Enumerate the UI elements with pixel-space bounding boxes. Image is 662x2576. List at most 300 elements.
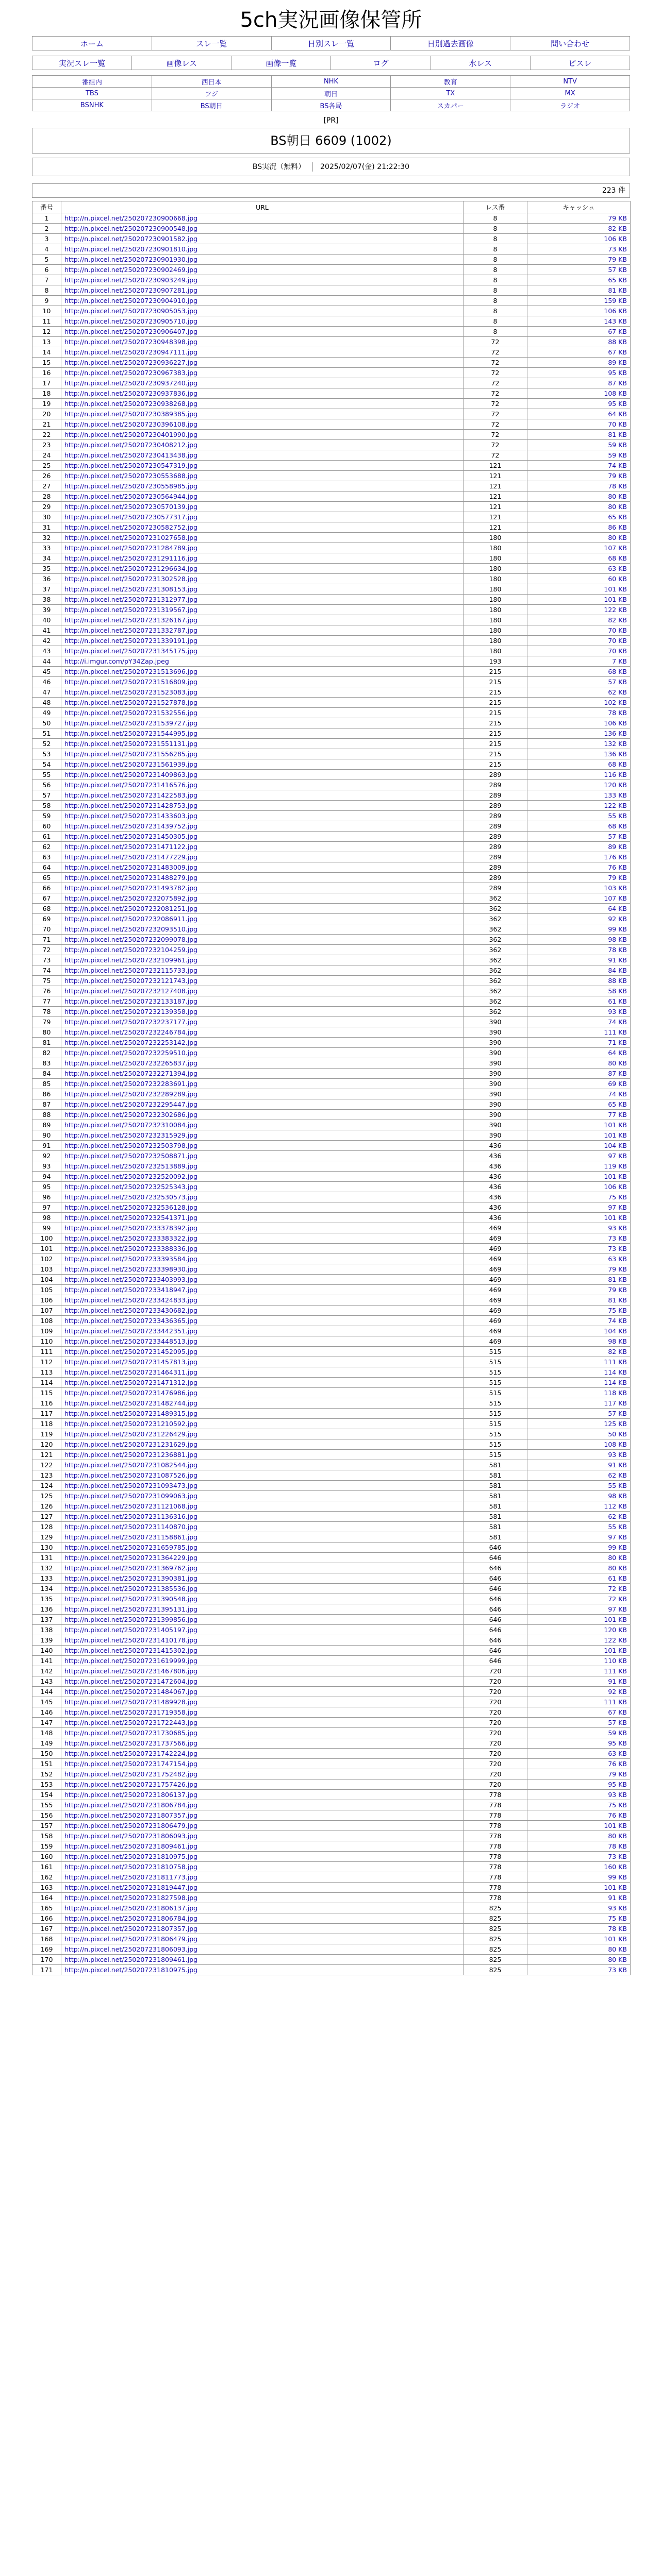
- nav-log[interactable]: [331, 56, 431, 70]
- channel-item[interactable]: [32, 99, 152, 111]
- cache-size-link[interactable]: 80 KB: [608, 503, 627, 511]
- cache-size-link[interactable]: 80 KB: [608, 493, 627, 500]
- cache-size-link[interactable]: 75 KB: [608, 1801, 627, 1809]
- channel-link[interactable]: ラジオ: [560, 102, 581, 110]
- image-url-link[interactable]: http://n.pixcel.net/250207231326167.jpg: [64, 616, 198, 624]
- cache-size-link[interactable]: 116 KB: [604, 771, 627, 778]
- cache-size-link[interactable]: 80 KB: [608, 1059, 627, 1067]
- cache-size-link[interactable]: 143 KB: [604, 317, 627, 325]
- image-url-link[interactable]: http://n.pixcel.net/250207231493782.jpg: [64, 884, 198, 892]
- cache-size-link[interactable]: 64 KB: [608, 1049, 627, 1057]
- image-url-link[interactable]: http://n.pixcel.net/250207230937836.jpg: [64, 389, 198, 397]
- cache-size-link[interactable]: 73 KB: [608, 1966, 627, 1974]
- cache-size-link[interactable]: 114 KB: [604, 1379, 627, 1386]
- cache-size-link[interactable]: 104 KB: [604, 1327, 627, 1335]
- cache-size-link[interactable]: 67 KB: [608, 1708, 627, 1716]
- cache-size-link[interactable]: 67 KB: [608, 348, 627, 356]
- cache-size-link[interactable]: 93 KB: [608, 1451, 627, 1459]
- image-url-link[interactable]: http://n.pixcel.net/250207231422583.jpg: [64, 791, 198, 799]
- channel-item[interactable]: [391, 88, 510, 99]
- image-url-link[interactable]: http://n.pixcel.net/250207232310084.jpg: [64, 1121, 198, 1129]
- channel-link[interactable]: 教育: [443, 78, 457, 87]
- image-url-link[interactable]: http://n.pixcel.net/250207230903249.jpg: [64, 276, 198, 284]
- image-url-link[interactable]: http://n.pixcel.net/250207231472604.jpg: [64, 1677, 198, 1685]
- cache-size-link[interactable]: 122 KB: [604, 606, 627, 614]
- image-url-link[interactable]: http://n.pixcel.net/250207230582752.jpg: [64, 523, 198, 531]
- cache-size-link[interactable]: 75 KB: [608, 1193, 627, 1201]
- image-url-link[interactable]: http://n.pixcel.net/250207231450305.jpg: [64, 833, 198, 840]
- cache-size-link[interactable]: 112 KB: [604, 1502, 627, 1510]
- nav-pisu-link[interactable]: ピスレ: [568, 58, 592, 68]
- cache-size-link[interactable]: 101 KB: [604, 596, 627, 603]
- cache-size-link[interactable]: 88 KB: [608, 338, 627, 346]
- cache-size-link[interactable]: 122 KB: [604, 1636, 627, 1644]
- cache-size-link[interactable]: 63 KB: [608, 1750, 627, 1757]
- cache-size-link[interactable]: 114 KB: [604, 1368, 627, 1376]
- cache-size-link[interactable]: 118 KB: [604, 1389, 627, 1397]
- cache-size-link[interactable]: 111 KB: [604, 1667, 627, 1675]
- cache-size-link[interactable]: 69 KB: [608, 1080, 627, 1088]
- cache-size-link[interactable]: 70 KB: [608, 647, 627, 655]
- cache-size-link[interactable]: 88 KB: [608, 977, 627, 985]
- image-url-link[interactable]: http://n.pixcel.net/250207232265837.jpg: [64, 1059, 198, 1067]
- image-url-link[interactable]: http://n.pixcel.net/250207232315929.jpg: [64, 1131, 198, 1139]
- image-url-link[interactable]: http://n.pixcel.net/250207231027658.jpg: [64, 534, 198, 541]
- cache-size-link[interactable]: 87 KB: [608, 379, 627, 387]
- cache-size-link[interactable]: 76 KB: [608, 863, 627, 871]
- image-url-link[interactable]: http://n.pixcel.net/250207230570139.jpg: [64, 503, 198, 511]
- cache-size-link[interactable]: 99 KB: [608, 1873, 627, 1881]
- cache-size-link[interactable]: 79 KB: [608, 874, 627, 882]
- image-url-link[interactable]: http://n.pixcel.net/250207230558985.jpg: [64, 482, 198, 490]
- cache-size-link[interactable]: 81 KB: [608, 1296, 627, 1304]
- cache-size-link[interactable]: 68 KB: [608, 760, 627, 768]
- cache-size-link[interactable]: 82 KB: [608, 616, 627, 624]
- cache-size-link[interactable]: 68 KB: [608, 554, 627, 562]
- image-url-link[interactable]: http://n.pixcel.net/250207232099078.jpg: [64, 936, 198, 943]
- cache-size-link[interactable]: 106 KB: [604, 1183, 627, 1191]
- channel-item[interactable]: [152, 99, 271, 111]
- image-url-link[interactable]: http://n.pixcel.net/250207231210592.jpg: [64, 1420, 198, 1428]
- channel-link[interactable]: MX: [565, 89, 575, 97]
- cache-size-link[interactable]: 59 KB: [608, 451, 627, 459]
- cache-size-link[interactable]: 62 KB: [608, 1513, 627, 1520]
- cache-size-link[interactable]: 62 KB: [608, 688, 627, 696]
- image-url-link[interactable]: http://n.pixcel.net/250207231140870.jpg: [64, 1523, 198, 1531]
- cache-size-link[interactable]: 64 KB: [608, 905, 627, 912]
- image-url-link[interactable]: http://n.pixcel.net/250207231121068.jpg: [64, 1502, 198, 1510]
- image-url-link[interactable]: http://n.pixcel.net/250207231807357.jpg: [64, 1811, 198, 1819]
- cache-size-link[interactable]: 60 KB: [608, 575, 627, 583]
- cache-size-link[interactable]: 75 KB: [608, 1307, 627, 1314]
- nav-image-list-link[interactable]: 画像一覧: [266, 58, 297, 68]
- cache-size-link[interactable]: 57 KB: [608, 266, 627, 274]
- cache-size-link[interactable]: 65 KB: [608, 276, 627, 284]
- cache-size-link[interactable]: 95 KB: [608, 1739, 627, 1747]
- image-url-link[interactable]: http://n.pixcel.net/250207232115733.jpg: [64, 967, 198, 974]
- cache-size-link[interactable]: 99 KB: [608, 1544, 627, 1551]
- cache-size-link[interactable]: 68 KB: [608, 822, 627, 830]
- nav-daily-images-link[interactable]: 日別過去画像: [427, 39, 474, 48]
- channel-link[interactable]: BSNHK: [80, 101, 104, 109]
- cache-size-link[interactable]: 107 KB: [604, 894, 627, 902]
- channel-item[interactable]: [510, 88, 630, 99]
- cache-size-link[interactable]: 111 KB: [604, 1698, 627, 1706]
- image-url-link[interactable]: http://n.pixcel.net/250207230948398.jpg: [64, 338, 198, 346]
- channel-link[interactable]: 朝日: [324, 90, 338, 98]
- cache-size-link[interactable]: 61 KB: [608, 997, 627, 1005]
- image-url-link[interactable]: http://n.pixcel.net/250207232237177.jpg: [64, 1018, 198, 1026]
- cache-size-link[interactable]: 79 KB: [608, 1770, 627, 1778]
- image-url-link[interactable]: http://n.pixcel.net/250207231284789.jpg: [64, 544, 198, 552]
- cache-size-link[interactable]: 91 KB: [608, 1677, 627, 1685]
- cache-size-link[interactable]: 78 KB: [608, 946, 627, 954]
- cache-size-link[interactable]: 79 KB: [608, 1286, 627, 1294]
- image-url-link[interactable]: http://n.pixcel.net/250207231364229.jpg: [64, 1554, 198, 1562]
- cache-size-link[interactable]: 78 KB: [608, 709, 627, 717]
- image-url-link[interactable]: http://n.pixcel.net/250207232520092.jpg: [64, 1173, 198, 1180]
- image-url-link[interactable]: http://n.pixcel.net/250207231136316.jpg: [64, 1513, 198, 1520]
- image-url-link[interactable]: http://n.pixcel.net/250207230396108.jpg: [64, 420, 198, 428]
- image-url-link[interactable]: http://n.pixcel.net/250207231467806.jpg: [64, 1667, 198, 1675]
- channel-item[interactable]: [271, 88, 391, 99]
- nav-image-list[interactable]: [231, 56, 331, 70]
- channel-link[interactable]: フジ: [205, 90, 218, 98]
- image-url-link[interactable]: http://n.pixcel.net/250207231806479.jpg: [64, 1935, 198, 1943]
- cache-size-link[interactable]: 81 KB: [608, 431, 627, 438]
- cache-size-link[interactable]: 101 KB: [604, 1131, 627, 1139]
- image-url-link[interactable]: http://n.pixcel.net/250207231405197.jpg: [64, 1626, 198, 1634]
- image-url-link[interactable]: http://n.pixcel.net/250207233424833.jpg: [64, 1296, 198, 1304]
- nav-water-res-link[interactable]: 水レス: [469, 58, 492, 68]
- image-url-link[interactable]: http://n.pixcel.net/250207232133187.jpg: [64, 997, 198, 1005]
- image-url-link[interactable]: http://n.pixcel.net/250207233436365.jpg: [64, 1317, 198, 1325]
- image-url-link[interactable]: http://n.pixcel.net/250207231811773.jpg: [64, 1873, 198, 1881]
- image-url-link[interactable]: http://n.pixcel.net/250207231810758.jpg: [64, 1863, 198, 1871]
- cache-size-link[interactable]: 74 KB: [608, 1317, 627, 1325]
- image-url-link[interactable]: http://n.pixcel.net/250207231226429.jpg: [64, 1430, 198, 1438]
- image-url-link[interactable]: http://n.pixcel.net/250207231489928.jpg: [64, 1698, 198, 1706]
- image-url-link[interactable]: http://n.pixcel.net/250207233393584.jpg: [64, 1255, 198, 1263]
- channel-link[interactable]: スカパー: [437, 102, 464, 110]
- cache-size-link[interactable]: 75 KB: [608, 1914, 627, 1922]
- image-url-link[interactable]: http://n.pixcel.net/250207232271394.jpg: [64, 1070, 198, 1077]
- image-url-link[interactable]: http://n.pixcel.net/250207231806093.jpg: [64, 1945, 198, 1953]
- cache-size-link[interactable]: 136 KB: [604, 750, 627, 758]
- image-url-link[interactable]: http://i.imgur.com/pY34Zap.jpeg: [64, 657, 169, 665]
- image-url-link[interactable]: http://n.pixcel.net/250207231737566.jpg: [64, 1739, 198, 1747]
- cache-size-link[interactable]: 76 KB: [608, 1811, 627, 1819]
- channel-item[interactable]: [391, 76, 510, 88]
- cache-size-link[interactable]: 73 KB: [608, 1245, 627, 1252]
- cache-size-link[interactable]: 136 KB: [604, 730, 627, 737]
- cache-size-link[interactable]: 106 KB: [604, 719, 627, 727]
- cache-size-link[interactable]: 82 KB: [608, 1348, 627, 1355]
- image-url-link[interactable]: http://n.pixcel.net/250207233403993.jpg: [64, 1276, 198, 1283]
- image-url-link[interactable]: http://n.pixcel.net/250207232081251.jpg: [64, 905, 198, 912]
- cache-size-link[interactable]: 119 KB: [604, 1162, 627, 1170]
- cache-size-link[interactable]: 104 KB: [604, 1142, 627, 1149]
- cache-size-link[interactable]: 81 KB: [608, 286, 627, 294]
- cache-size-link[interactable]: 122 KB: [604, 802, 627, 809]
- cache-size-link[interactable]: 133 KB: [604, 791, 627, 799]
- image-url-link[interactable]: http://n.pixcel.net/250207230904910.jpg: [64, 297, 198, 304]
- nav-contact-link[interactable]: 問い合わせ: [551, 39, 590, 48]
- cache-size-link[interactable]: 65 KB: [608, 1100, 627, 1108]
- image-url-link[interactable]: http://n.pixcel.net/250207232508871.jpg: [64, 1152, 198, 1160]
- image-url-link[interactable]: http://n.pixcel.net/250207230547319.jpg: [64, 462, 198, 469]
- channel-item[interactable]: [32, 76, 152, 88]
- cache-size-link[interactable]: 159 KB: [604, 297, 627, 304]
- image-url-link[interactable]: http://n.pixcel.net/250207232525343.jpg: [64, 1183, 198, 1191]
- cache-size-link[interactable]: 62 KB: [608, 1471, 627, 1479]
- image-url-link[interactable]: http://n.pixcel.net/250207232283691.jpg: [64, 1080, 198, 1088]
- cache-size-link[interactable]: 57 KB: [608, 1410, 627, 1417]
- cache-size-link[interactable]: 92 KB: [608, 915, 627, 923]
- nav-image-res[interactable]: [132, 56, 231, 70]
- cache-size-link[interactable]: 80 KB: [608, 1945, 627, 1953]
- cache-size-link[interactable]: 80 KB: [608, 1564, 627, 1572]
- image-url-link[interactable]: http://n.pixcel.net/250207231476986.jpg: [64, 1389, 198, 1397]
- image-url-link[interactable]: http://n.pixcel.net/250207231489315.jpg: [64, 1410, 198, 1417]
- image-url-link[interactable]: http://n.pixcel.net/250207231483009.jpg: [64, 863, 198, 871]
- nav-pisu[interactable]: [530, 56, 630, 70]
- nav-contact[interactable]: [510, 37, 630, 50]
- cache-size-link[interactable]: 110 KB: [604, 1657, 627, 1665]
- cache-size-link[interactable]: 70 KB: [608, 637, 627, 645]
- cache-size-link[interactable]: 55 KB: [608, 1482, 627, 1489]
- image-url-link[interactable]: http://n.pixcel.net/250207231439752.jpg: [64, 822, 198, 830]
- cache-size-link[interactable]: 101 KB: [604, 1935, 627, 1943]
- channel-link[interactable]: NHK: [323, 77, 338, 86]
- image-url-link[interactable]: http://n.pixcel.net/250207231527878.jpg: [64, 699, 198, 706]
- image-url-link[interactable]: http://n.pixcel.net/250207231810975.jpg: [64, 1966, 198, 1974]
- image-url-link[interactable]: http://n.pixcel.net/250207231345175.jpg: [64, 647, 198, 655]
- image-url-link[interactable]: http://n.pixcel.net/250207230901930.jpg: [64, 256, 198, 263]
- image-url-link[interactable]: http://n.pixcel.net/250207230408212.jpg: [64, 441, 198, 449]
- cache-size-link[interactable]: 74 KB: [608, 1018, 627, 1026]
- image-url-link[interactable]: http://n.pixcel.net/250207230936227.jpg: [64, 359, 198, 366]
- cache-size-link[interactable]: 73 KB: [608, 1853, 627, 1860]
- cache-size-link[interactable]: 80 KB: [608, 534, 627, 541]
- image-url-link[interactable]: http://n.pixcel.net/250207231810975.jpg: [64, 1853, 198, 1860]
- image-url-link[interactable]: http://n.pixcel.net/250207233378392.jpg: [64, 1224, 198, 1232]
- cache-size-link[interactable]: 73 KB: [608, 245, 627, 253]
- cache-size-link[interactable]: 97 KB: [608, 1204, 627, 1211]
- image-url-link[interactable]: http://n.pixcel.net/250207232075892.jpg: [64, 894, 198, 902]
- image-url-link[interactable]: http://n.pixcel.net/250207231806137.jpg: [64, 1904, 198, 1912]
- image-url-link[interactable]: http://n.pixcel.net/250207232536128.jpg: [64, 1204, 198, 1211]
- image-url-link[interactable]: http://n.pixcel.net/250207230900668.jpg: [64, 214, 198, 222]
- cache-size-link[interactable]: 93 KB: [608, 1904, 627, 1912]
- image-url-link[interactable]: http://n.pixcel.net/250207231302528.jpg: [64, 575, 198, 583]
- image-url-link[interactable]: http://n.pixcel.net/250207231390381.jpg: [64, 1574, 198, 1582]
- channel-item[interactable]: [391, 99, 510, 111]
- image-url-link[interactable]: http://n.pixcel.net/250207232513889.jpg: [64, 1162, 198, 1170]
- cache-size-link[interactable]: 98 KB: [608, 1337, 627, 1345]
- image-url-link[interactable]: http://n.pixcel.net/250207232104259.jpg: [64, 946, 198, 954]
- image-url-link[interactable]: http://n.pixcel.net/250207231809461.jpg: [64, 1956, 198, 1963]
- image-url-link[interactable]: http://n.pixcel.net/250207232503798.jpg: [64, 1142, 198, 1149]
- image-url-link[interactable]: http://n.pixcel.net/250207231809461.jpg: [64, 1842, 198, 1850]
- cache-size-link[interactable]: 95 KB: [608, 400, 627, 408]
- nav-thread-list-link[interactable]: スレ一覧: [196, 39, 227, 48]
- image-url-link[interactable]: http://n.pixcel.net/250207231532556.jpg: [64, 709, 198, 717]
- image-url-link[interactable]: http://n.pixcel.net/250207230564944.jpg: [64, 493, 198, 500]
- cache-size-link[interactable]: 76 KB: [608, 1760, 627, 1768]
- image-url-link[interactable]: http://n.pixcel.net/250207231158861.jpg: [64, 1533, 198, 1541]
- image-url-link[interactable]: http://n.pixcel.net/250207230389385.jpg: [64, 410, 198, 418]
- image-url-link[interactable]: http://n.pixcel.net/250207230577317.jpg: [64, 513, 198, 521]
- image-url-link[interactable]: http://n.pixcel.net/250207231416576.jpg: [64, 781, 198, 789]
- cache-size-link[interactable]: 87 KB: [608, 1070, 627, 1077]
- image-url-link[interactable]: http://n.pixcel.net/250207231806784.jpg: [64, 1914, 198, 1922]
- image-url-link[interactable]: http://n.pixcel.net/250207231477229.jpg: [64, 853, 198, 861]
- cache-size-link[interactable]: 97 KB: [608, 1533, 627, 1541]
- image-url-link[interactable]: http://n.pixcel.net/250207231806784.jpg: [64, 1801, 198, 1809]
- image-url-link[interactable]: http://n.pixcel.net/250207233418947.jpg: [64, 1286, 198, 1294]
- channel-item[interactable]: [510, 99, 630, 111]
- image-url-link[interactable]: http://n.pixcel.net/250207231087526.jpg: [64, 1471, 198, 1479]
- nav-log-link[interactable]: ログ: [373, 58, 389, 68]
- cache-size-link[interactable]: 81 KB: [608, 1276, 627, 1283]
- image-url-link[interactable]: http://n.pixcel.net/250207231399856.jpg: [64, 1616, 198, 1623]
- cache-size-link[interactable]: 79 KB: [608, 214, 627, 222]
- image-url-link[interactable]: http://n.pixcel.net/250207232246784.jpg: [64, 1028, 198, 1036]
- image-url-link[interactable]: http://n.pixcel.net/250207230413438.jpg: [64, 451, 198, 459]
- channel-link[interactable]: BS各局: [320, 102, 342, 110]
- cache-size-link[interactable]: 91 KB: [608, 1461, 627, 1469]
- image-url-link[interactable]: http://n.pixcel.net/250207231806479.jpg: [64, 1822, 198, 1829]
- cache-size-link[interactable]: 107 KB: [604, 544, 627, 552]
- image-url-link[interactable]: http://n.pixcel.net/250207232289289.jpg: [64, 1090, 198, 1098]
- image-url-link[interactable]: http://n.pixcel.net/250207231516809.jpg: [64, 678, 198, 686]
- image-url-link[interactable]: http://n.pixcel.net/250207231457813.jpg: [64, 1358, 198, 1366]
- cache-size-link[interactable]: 160 KB: [604, 1863, 627, 1871]
- cache-size-link[interactable]: 68 KB: [608, 668, 627, 675]
- cache-size-link[interactable]: 89 KB: [608, 843, 627, 851]
- cache-size-link[interactable]: 101 KB: [604, 585, 627, 593]
- image-url-link[interactable]: http://n.pixcel.net/250207231551131.jpg: [64, 740, 198, 748]
- image-url-link[interactable]: http://n.pixcel.net/250207231291116.jpg: [64, 554, 198, 562]
- image-url-link[interactable]: http://n.pixcel.net/250207232139358.jpg: [64, 1008, 198, 1015]
- image-url-link[interactable]: http://n.pixcel.net/250207231561939.jpg: [64, 760, 198, 768]
- image-url-link[interactable]: http://n.pixcel.net/250207231544995.jpg: [64, 730, 198, 737]
- image-url-link[interactable]: http://n.pixcel.net/250207231488279.jpg: [64, 874, 198, 882]
- image-url-link[interactable]: http://n.pixcel.net/250207231757426.jpg: [64, 1781, 198, 1788]
- channel-link[interactable]: NTV: [563, 77, 577, 86]
- image-url-link[interactable]: http://n.pixcel.net/250207231236881.jpg: [64, 1451, 198, 1459]
- cache-size-link[interactable]: 61 KB: [608, 1574, 627, 1582]
- cache-size-link[interactable]: 91 KB: [608, 956, 627, 964]
- nav-thread-list[interactable]: [152, 37, 271, 50]
- cache-size-link[interactable]: 70 KB: [608, 420, 627, 428]
- image-url-link[interactable]: http://n.pixcel.net/250207230401990.jpg: [64, 431, 198, 438]
- image-url-link[interactable]: http://n.pixcel.net/250207231806093.jpg: [64, 1832, 198, 1840]
- image-url-link[interactable]: http://n.pixcel.net/250207231369762.jpg: [64, 1564, 198, 1572]
- image-url-link[interactable]: http://n.pixcel.net/250207231231629.jpg: [64, 1440, 198, 1448]
- image-url-link[interactable]: http://n.pixcel.net/250207230905053.jpg: [64, 307, 198, 315]
- image-url-link[interactable]: http://n.pixcel.net/250207231099063.jpg: [64, 1492, 198, 1500]
- image-url-link[interactable]: http://n.pixcel.net/250207231471122.jpg: [64, 843, 198, 851]
- cache-size-link[interactable]: 63 KB: [608, 1255, 627, 1263]
- cache-size-link[interactable]: 108 KB: [604, 1440, 627, 1448]
- image-url-link[interactable]: http://n.pixcel.net/250207232530573.jpg: [64, 1193, 198, 1201]
- image-url-link[interactable]: http://n.pixcel.net/250207230967383.jpg: [64, 369, 198, 377]
- cache-size-link[interactable]: 97 KB: [608, 1152, 627, 1160]
- cache-size-link[interactable]: 101 KB: [604, 1173, 627, 1180]
- cache-size-link[interactable]: 80 KB: [608, 1832, 627, 1840]
- nav-live-threads-link[interactable]: 実況スレ一覧: [59, 58, 106, 68]
- image-url-link[interactable]: http://n.pixcel.net/250207233448513.jpg: [64, 1337, 198, 1345]
- image-url-link[interactable]: http://n.pixcel.net/250207233398930.jpg: [64, 1265, 198, 1273]
- cache-size-link[interactable]: 89 KB: [608, 359, 627, 366]
- nav-water-res[interactable]: [431, 56, 530, 70]
- image-url-link[interactable]: http://n.pixcel.net/250207231819447.jpg: [64, 1884, 198, 1891]
- image-url-link[interactable]: http://n.pixcel.net/250207232109961.jpg: [64, 956, 198, 964]
- image-url-link[interactable]: http://n.pixcel.net/250207230937240.jpg: [64, 379, 198, 387]
- image-url-link[interactable]: http://n.pixcel.net/250207232127408.jpg: [64, 987, 198, 995]
- cache-size-link[interactable]: 92 KB: [608, 1688, 627, 1696]
- image-url-link[interactable]: http://n.pixcel.net/250207231433603.jpg: [64, 812, 198, 820]
- image-url-link[interactable]: http://n.pixcel.net/250207231484067.jpg: [64, 1688, 198, 1696]
- image-url-link[interactable]: http://n.pixcel.net/250207231539727.jpg: [64, 719, 198, 727]
- image-url-link[interactable]: http://n.pixcel.net/250207231556285.jpg: [64, 750, 198, 758]
- channel-link[interactable]: BS朝日: [200, 102, 223, 110]
- cache-size-link[interactable]: 72 KB: [608, 1585, 627, 1592]
- cache-size-link[interactable]: 79 KB: [608, 1265, 627, 1273]
- image-url-link[interactable]: http://n.pixcel.net/250207231747154.jpg: [64, 1760, 198, 1768]
- nav-daily-images[interactable]: [391, 37, 510, 50]
- image-url-link[interactable]: http://n.pixcel.net/250207232093510.jpg: [64, 925, 198, 933]
- cache-size-link[interactable]: 57 KB: [608, 1719, 627, 1726]
- cache-size-link[interactable]: 79 KB: [608, 472, 627, 480]
- image-url-link[interactable]: http://n.pixcel.net/250207231752482.jpg: [64, 1770, 198, 1778]
- image-url-link[interactable]: http://n.pixcel.net/250207233430682.jpg: [64, 1307, 198, 1314]
- cache-size-link[interactable]: 57 KB: [608, 678, 627, 686]
- image-url-link[interactable]: http://n.pixcel.net/250207233388336.jpg: [64, 1245, 198, 1252]
- cache-size-link[interactable]: 74 KB: [608, 462, 627, 469]
- cache-size-link[interactable]: 79 KB: [608, 256, 627, 263]
- cache-size-link[interactable]: 120 KB: [604, 1626, 627, 1634]
- image-url-link[interactable]: http://n.pixcel.net/250207231659785.jpg: [64, 1544, 198, 1551]
- image-url-link[interactable]: http://n.pixcel.net/250207231464311.jpg: [64, 1368, 198, 1376]
- cache-size-link[interactable]: 59 KB: [608, 441, 627, 449]
- cache-size-link[interactable]: 64 KB: [608, 410, 627, 418]
- cache-size-link[interactable]: 70 KB: [608, 626, 627, 634]
- cache-size-link[interactable]: 74 KB: [608, 1090, 627, 1098]
- image-url-link[interactable]: http://n.pixcel.net/250207231471312.jpg: [64, 1379, 198, 1386]
- image-url-link[interactable]: http://n.pixcel.net/250207231319567.jpg: [64, 606, 198, 614]
- channel-link[interactable]: TX: [446, 89, 455, 97]
- cache-size-link[interactable]: 73 KB: [608, 1234, 627, 1242]
- image-url-link[interactable]: http://n.pixcel.net/250207230902469.jpg: [64, 266, 198, 274]
- image-url-link[interactable]: http://n.pixcel.net/250207232086911.jpg: [64, 915, 198, 923]
- nav-daily-threads-link[interactable]: 日別スレ一覧: [307, 39, 354, 48]
- image-url-link[interactable]: http://n.pixcel.net/250207231807357.jpg: [64, 1925, 198, 1933]
- image-url-link[interactable]: http://n.pixcel.net/250207230907281.jpg: [64, 286, 198, 294]
- cache-size-link[interactable]: 55 KB: [608, 1523, 627, 1531]
- image-url-link[interactable]: http://n.pixcel.net/250207231415302.jpg: [64, 1647, 198, 1654]
- cache-size-link[interactable]: 101 KB: [604, 1214, 627, 1222]
- image-url-link[interactable]: http://n.pixcel.net/250207231093473.jpg: [64, 1482, 198, 1489]
- image-url-link[interactable]: http://n.pixcel.net/250207231339191.jpg: [64, 637, 198, 645]
- channel-item[interactable]: [152, 88, 271, 99]
- image-url-link[interactable]: http://n.pixcel.net/250207230947111.jpg: [64, 348, 198, 356]
- image-url-link[interactable]: http://n.pixcel.net/250207230901582.jpg: [64, 235, 198, 243]
- cache-size-link[interactable]: 176 KB: [604, 853, 627, 861]
- image-url-link[interactable]: http://n.pixcel.net/250207232295447.jpg: [64, 1100, 198, 1108]
